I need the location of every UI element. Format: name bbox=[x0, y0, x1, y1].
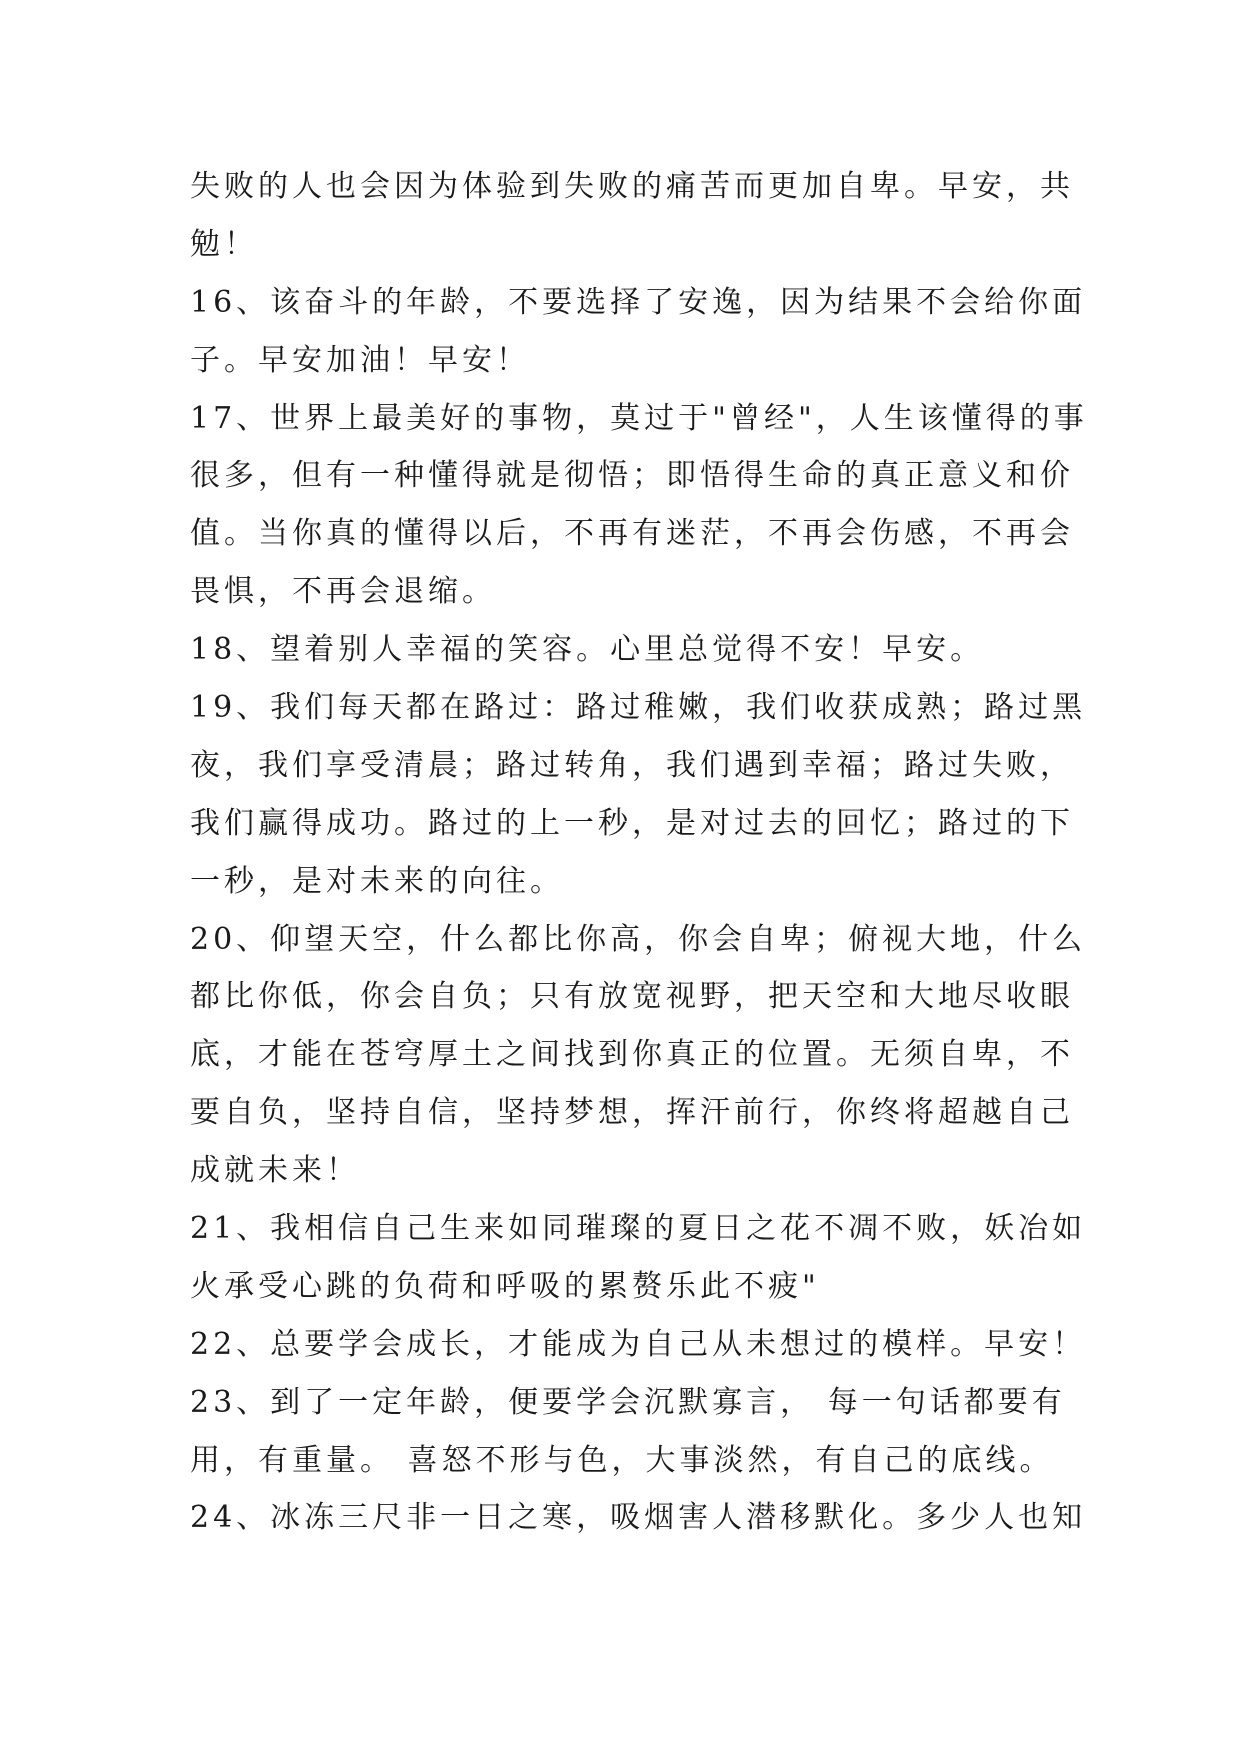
text-line: 用，有重量。 喜怒不形与色，大事淡然，有自己的底线。 bbox=[190, 1442, 1054, 1478]
text-line: 底，才能在苍穹厚土之间找到你真正的位置。无须自卑，不 bbox=[190, 1037, 1074, 1073]
text-line: 16、该奋斗的年龄，不要选择了安逸，因为结果不会给你面 bbox=[190, 284, 1087, 320]
text-line: 18、望着别人幸福的笑容。心里总觉得不安！早安。 bbox=[190, 632, 985, 668]
text-line: 我们赢得成功。路过的上一秒，是对过去的回忆；路过的下 bbox=[190, 805, 1074, 841]
document-body bbox=[190, 158, 1088, 1547]
text-line: 夜，我们享受清晨；路过转角，我们遇到幸福；路过失败， bbox=[190, 747, 1074, 783]
text-line: 很多，但有一种懂得就是彻悟；即悟得生命的真正意义和价 bbox=[190, 458, 1074, 494]
text-line: 火承受心跳的负荷和呼吸的累赘乐此不疲" bbox=[190, 1268, 820, 1304]
text-line: 成就未来！ bbox=[190, 1153, 360, 1189]
text-line: 20、仰望天空，什么都比你高，你会自卑；俯视大地，什么 bbox=[190, 921, 1087, 957]
text-line: 22、总要学会成长，才能成为自己从未想过的模样。早安！ bbox=[190, 1326, 1087, 1362]
text-line: 19、我们每天都在路过：路过稚嫩，我们收获成熟；路过黑 bbox=[190, 690, 1087, 726]
text-line: 畏惧，不再会退缩。 bbox=[190, 574, 496, 610]
text-line: 都比你低，你会自负；只有放宽视野，把天空和大地尽收眼 bbox=[190, 979, 1074, 1015]
text-line: 值。当你真的懂得以后，不再有迷茫，不再会伤感，不再会 bbox=[190, 516, 1074, 552]
text-line: 勉！ bbox=[190, 226, 258, 262]
text-line: 失败的人也会因为体验到失败的痛苦而更加自卑。早安，共 bbox=[190, 169, 1074, 204]
text-line: 21、我相信自己生来如同璀璨的夏日之花不凋不败，妖冶如 bbox=[190, 1211, 1087, 1247]
text-line: 要自负，坚持自信，坚持梦想，挥汗前行，你终将超越自己 bbox=[190, 1095, 1074, 1131]
text-line: 子。早安加油！早安！ bbox=[190, 342, 530, 378]
text-line: 24、冰冻三尺非一日之寒，吸烟害人潜移默化。多少人也知 bbox=[190, 1500, 1087, 1536]
text-line: 一秒，是对未来的向往。 bbox=[190, 863, 564, 899]
text-line: 23、到了一定年龄，便要学会沉默寡言， 每一句话都要有 bbox=[190, 1384, 1066, 1420]
text-line: 17、世界上最美好的事物，莫过于"曾经"，人生该懂得的事 bbox=[190, 400, 1088, 436]
